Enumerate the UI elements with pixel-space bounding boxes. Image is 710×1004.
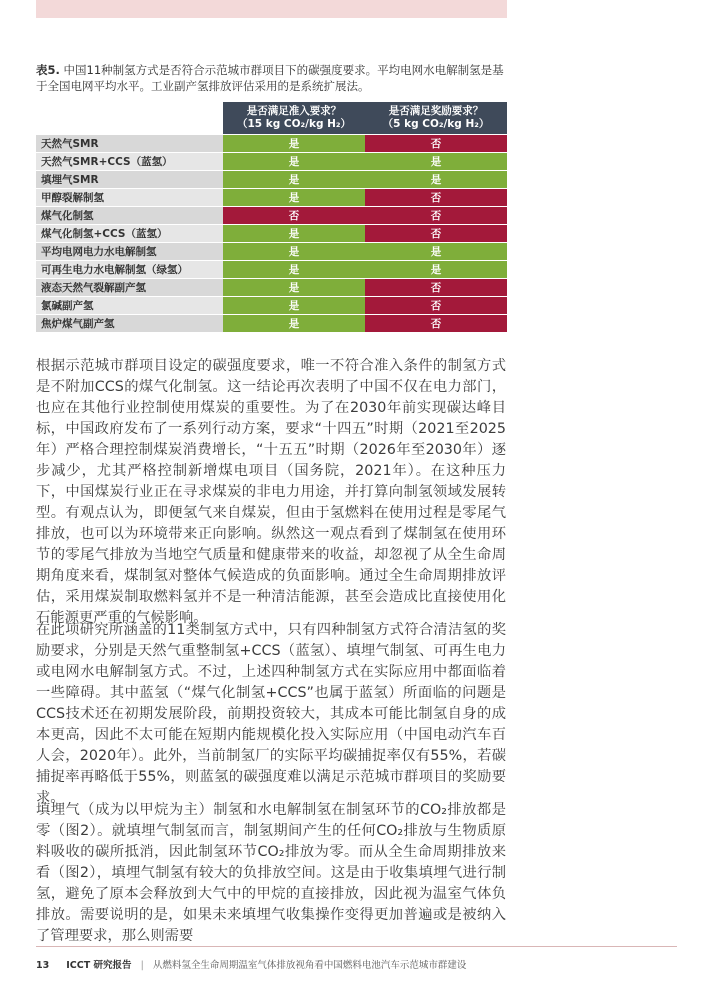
table-row <box>36 171 507 188</box>
paragraph-2 <box>36 620 506 809</box>
footer-separator: | <box>140 960 144 971</box>
entry-result-cell: 否 <box>223 207 365 224</box>
method-name-cell: 氯碱副产氢 <box>36 297 223 314</box>
header-reward-requirement <box>365 102 507 134</box>
footer-divider <box>36 946 677 947</box>
reward-result-cell: 否 <box>365 279 507 296</box>
paragraph-3 <box>36 800 506 947</box>
entry-result-cell: 是 <box>223 297 365 314</box>
entry-result-cell: 是 <box>223 279 365 296</box>
entry-result-cell: 是 <box>223 225 365 242</box>
reward-result-cell: 是 <box>365 243 507 260</box>
reward-result-cell: 是 <box>365 171 507 188</box>
method-name-cell: 煤气化制氢 <box>36 207 223 224</box>
method-name-cell: 天然气SMR <box>36 135 223 152</box>
method-name-cell: 甲醇裂解制氢 <box>36 189 223 206</box>
table-header-row <box>36 102 507 134</box>
header-blank-cell <box>36 102 223 134</box>
reward-result-cell: 是 <box>365 153 507 170</box>
method-name-cell: 焦炉煤气副产氢 <box>36 315 223 332</box>
table-row <box>36 243 507 260</box>
paragraph-3-text: 填埋气（成为以甲烷为主）制氢和水电解制氢在制氢环节的CO₂排放都是零（图2）。就填埋气制氢而言，制氢期间产生的任何CO₂排放与生物质原料吸收的碳所抵消，因此制氢环节CO₂排放为零。而从全生命周期排放来看（图2），填埋气制氢有较大的负排放空间。这是由于收集填埋气进行制氢，避免了原本会释放到大气中的甲烷的直接排放，因此视为温室气体负排放。需要说明的是，如果未来填埋气收集操作变得更加普遍或是被纳入了管理要求，那么则需要 <box>36 802 506 944</box>
page-number: 13 <box>36 960 50 971</box>
caption-label: 表5. <box>36 63 60 77</box>
paragraph-1 <box>36 356 506 629</box>
method-name-cell: 可再生电力水电解制氢（绿氢） <box>36 261 223 278</box>
header-reward-line2: （5 kg CO₂/kg H₂） <box>382 118 490 130</box>
table-row <box>36 225 507 242</box>
page-footer <box>36 957 466 971</box>
method-name-cell: 天然气SMR+CCS（蓝氢） <box>36 153 223 170</box>
reward-result-cell: 否 <box>365 297 507 314</box>
entry-result-cell: 是 <box>223 189 365 206</box>
entry-result-cell: 是 <box>223 261 365 278</box>
footer-org: ICCT 研究报告 <box>66 960 132 971</box>
entry-result-cell: 是 <box>223 243 365 260</box>
method-name-cell: 平均电网电力水电解制氢 <box>36 243 223 260</box>
table-row <box>36 297 507 314</box>
entry-result-cell: 是 <box>223 315 365 332</box>
table-row <box>36 135 507 152</box>
header-reward-line1: 是否满足奖励要求？ <box>388 105 484 117</box>
table-row <box>36 153 507 170</box>
table-row <box>36 207 507 224</box>
table-row <box>36 279 507 296</box>
reward-result-cell: 否 <box>365 225 507 242</box>
caption-text: 中国11种制氢方式是否符合示范城市群项目下的碳强度要求。平均电网水电解制氢是基于全国电网平均水平。工业副产氢排放评估采用的是系统扩展法。 <box>36 63 504 93</box>
paragraph-2-text: 在此项研究所涵盖的11类制氢方式中，只有四种制氢方式符合清洁氢的奖励要求，分别是天然气重整制氢+CCS（蓝氢）、填埋气制氢、可再生电力或电网水电解制氢方式。不过，上述四种制氢方式在实际应用中都面临着一些障碍。其中蓝氢（“煤气化制氢+CCS”也属于蓝氢）所面临的问题是CCS技术还在初期发展阶段，前期投资较大，其成本可能比制氢自身的成本更高，因此不太可能在短期内能规模化投入实际应用（中国电动汽车百人会，2020年）。此外，当前制氢厂的实际平均碳捕捉率仅有55%，若碳捕捉率再略低于55%，则蓝氢的碳强度难以满足示范城市群项目的奖励要求。 <box>36 622 506 806</box>
method-name-cell: 液态天然气裂解副产氢 <box>36 279 223 296</box>
header-entry-requirement <box>223 102 365 134</box>
entry-result-cell: 是 <box>223 135 365 152</box>
reward-result-cell: 否 <box>365 315 507 332</box>
method-name-cell: 填埋气SMR <box>36 171 223 188</box>
reward-result-cell: 是 <box>365 261 507 278</box>
table-row <box>36 189 507 206</box>
reward-result-cell: 否 <box>365 207 507 224</box>
carbon-intensity-table <box>36 101 507 333</box>
reward-result-cell: 否 <box>365 135 507 152</box>
header-entry-line1: 是否满足准入要求？ <box>246 105 342 117</box>
entry-result-cell: 是 <box>223 171 365 188</box>
table-row <box>36 261 507 278</box>
reward-result-cell: 否 <box>365 189 507 206</box>
top-decorative-band <box>36 0 507 18</box>
entry-result-cell: 是 <box>223 153 365 170</box>
footer-title: 从燃料氢全生命周期温室气体排放视角看中国燃料电池汽车示范城市群建设 <box>152 960 467 971</box>
paragraph-1-text: 根据示范城市群项目设定的碳强度要求，唯一不符合准入条件的制氢方式是不附加CCS的煤气化制氢。这一结论再次表明了中国不仅在电力部门，也应在其他行业控制使用煤炭的重要性。为了在2030年前实现碳达峰目标，中国政府发布了一系列行动方案，要求“十四五”时期（2021至2025年）严格合理控制煤炭消费增长，“十五五”时期（2026年至2030年）逐步减少，尤其严格控制新增煤电项目（国务院，2021年）。在这种压力下，中国煤炭行业正在寻求煤炭的非电力用途，并打算向制氢领域发展转型。有观点认为，即便氢气来自煤炭，但由于氢燃料在使用过程是零尾气排放，也可以为环境带来正向影响。纵然这一观点看到了煤制氢在使用环节的零尾气排放为当地空气质量和健康带来的收益，却忽视了从全生命周期角度来看，煤制氢对整体气候造成的负面影响。通过全生命周期排放评估，采用煤炭制取燃料氢并不是一种清洁能源，甚至会造成比直接使用化石能源更严重的气候影响。 <box>36 358 506 626</box>
header-entry-line2: （15 kg CO₂/kg H₂） <box>236 118 352 130</box>
table-caption <box>36 62 506 94</box>
table-row <box>36 315 507 332</box>
method-name-cell: 煤气化制氢+CCS（蓝氢） <box>36 225 223 242</box>
table-body <box>36 135 507 332</box>
